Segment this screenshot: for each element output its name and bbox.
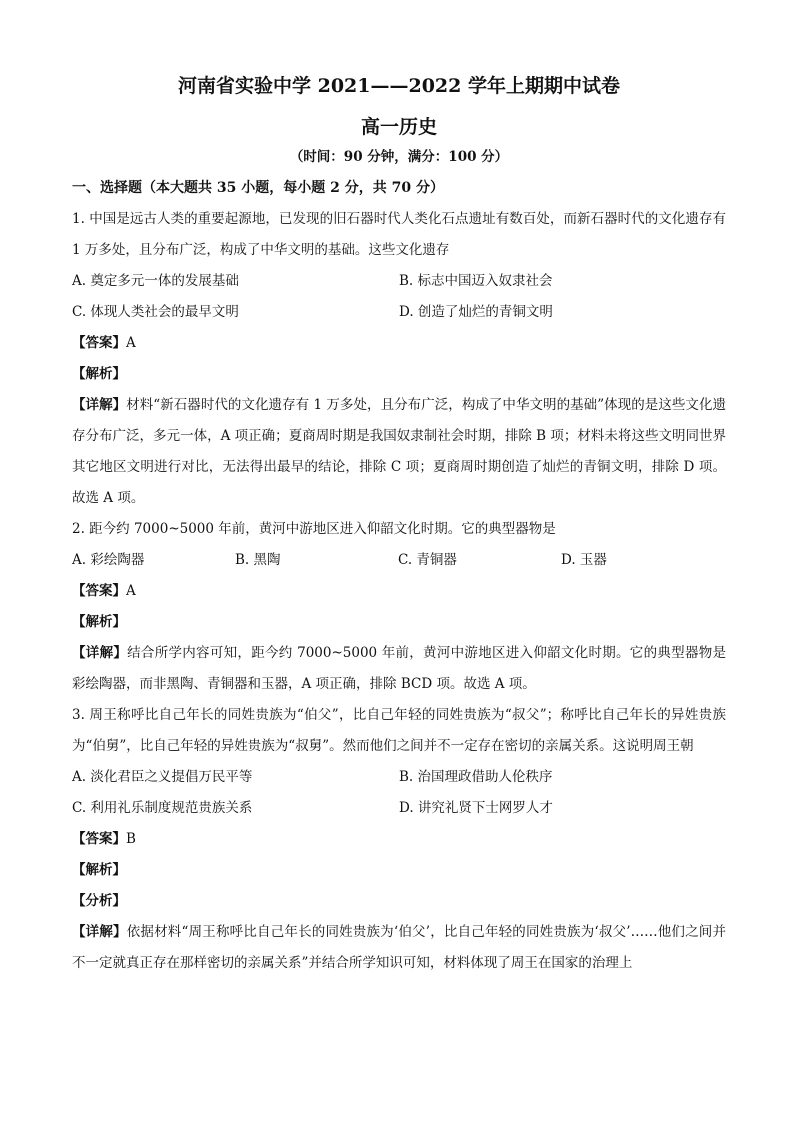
answer-line <box>72 824 726 855</box>
question-stem: 1. 中国是远古人类的重要起源地，已发现的旧石器时代人类化石点遗址有数百处，而新石器时代的文化遗存有 1 万多处，且分布广泛，构成了中华文明的基础。这些文化遗存 <box>72 211 726 258</box>
exam-subject: 高一历史 <box>360 116 437 138</box>
exam-time-info: （时间：90 分钟，满分：100 分） <box>289 149 509 165</box>
answer-value: A <box>126 583 136 599</box>
detail-paragraph <box>72 390 726 514</box>
fenxi-label <box>72 886 726 917</box>
answer-line <box>72 576 726 607</box>
option-b: B. 标志中国迈入奴隶社会 <box>399 273 553 289</box>
question-1 <box>72 204 726 514</box>
option-a: A. 淡化君臣之义提倡万民平等 <box>72 769 253 785</box>
analysis-label <box>72 359 726 390</box>
document-page <box>72 68 726 979</box>
detail-label: 【详解】 <box>72 924 127 940</box>
analysis-label <box>72 855 726 886</box>
question-stem: 2. 距今约 7000~5000 年前，黄河中游地区进入仰韶文化时期。它的典型器物是 <box>72 521 556 537</box>
option-a: A. 彩绘陶器 <box>72 552 145 568</box>
option-b: B. 黑陶 <box>235 552 281 568</box>
option-c: C. 体现人类社会的最早文明 <box>72 304 239 320</box>
answer-label: 【答案】 <box>72 583 126 599</box>
answer-label: 【答案】 <box>72 831 126 847</box>
option-c: C. 利用礼乐制度规范贵族关系 <box>72 800 253 816</box>
detail-label: 【详解】 <box>72 645 128 661</box>
answer-label: 【答案】 <box>72 335 126 351</box>
option-a: A. 奠定多元一体的发展基础 <box>72 273 239 289</box>
fenxi-label-text: 【分析】 <box>72 893 126 909</box>
detail-text: 结合所学内容可知，距今约 7000~5000 年前，黄河中游地区进入仰韶文化时期。它的典型器物是彩绘陶器，而非黑陶、青铜器和玉器，A 项正确，排除 BCD 项。故选 A 项。 <box>72 645 727 692</box>
answer-value: B <box>126 831 136 847</box>
option-c: C. 青铜器 <box>398 552 457 568</box>
detail-text: 材料“新石器时代的文化遗存有 1 万多处，且分布广泛，构成了中华文明的基础”体现的是这些文化遗存分布广泛，多元一体，A 项正确；夏商周时期是我国奴隶制社会时期，排除 B 项；材料未将这些文明同世界其它地区文明进行对比，无法得出最早的结论，排除 C 项；夏商周时期创造了灿烂的青铜文明，排除 D 项。故选 A 项。 <box>72 397 726 506</box>
detail-paragraph <box>72 638 726 700</box>
analysis-label-text: 【解析】 <box>72 366 126 382</box>
exam-title: 河南省实验中学 2021——2022 学年上期期中试卷 <box>178 75 620 97</box>
option-d: D. 讲究礼贤下士网罗人才 <box>399 800 553 816</box>
option-b: B. 治国理政借助人伦秩序 <box>399 769 553 785</box>
option-d: D. 玉器 <box>561 552 607 568</box>
analysis-label-text: 【解析】 <box>72 862 126 878</box>
detail-label: 【详解】 <box>72 397 127 413</box>
question-2 <box>72 514 726 700</box>
answer-line <box>72 328 726 359</box>
detail-text: 依据材料“周王称呼比自己年长的同姓贵族为‘伯父’，比自己年轻的同姓贵族为‘叔父’……他们之间并不一定就真正存在那样密切的亲属关系”并结合所学知识可知，材料体现了周王在国家的治理上 <box>72 924 726 971</box>
question-stem: 3. 周王称呼比自己年长的同姓贵族为“伯父”，比自己年轻的同姓贵族为“叔父”；称呼比自己年长的异姓贵族为“伯舅”，比自己年轻的异姓贵族为“叔舅”。然而他们之间并不一定存在密切的亲属关系。这说明周王朝 <box>72 707 726 754</box>
question-3 <box>72 700 726 979</box>
detail-paragraph <box>72 917 726 979</box>
option-list <box>72 762 726 824</box>
option-list <box>72 266 726 328</box>
option-list <box>72 545 726 576</box>
section-title: 一、选择题（本大题共 35 小题，每小题 2 分，共 70 分） <box>72 180 444 196</box>
analysis-label <box>72 607 726 638</box>
option-d: D. 创造了灿烂的青铜文明 <box>399 304 553 320</box>
analysis-label-text: 【解析】 <box>72 614 126 630</box>
answer-value: A <box>126 335 136 351</box>
